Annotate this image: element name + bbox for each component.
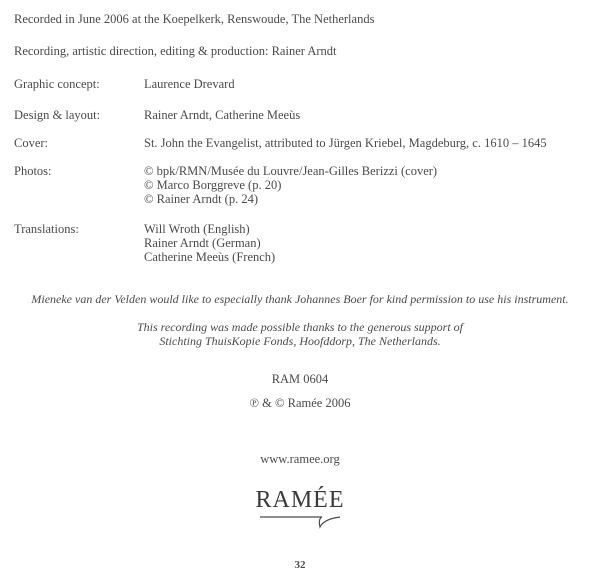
copyright-symbols: ℗ & © [249,396,285,410]
credit-value: © bpk/RMN/Musée du Louvre/Jean-Gilles Berizzi (cover) [144,164,438,178]
page-number: 32 [294,559,306,571]
logo-swoosh-icon [250,513,350,529]
recorded-line: Recorded in June 2006 at the Koepelkerk, Renswoude, The Netherlands [14,12,375,26]
website-link[interactable]: www.ramee.org [260,452,340,466]
catalog-number: RAM 0604 [271,372,329,386]
credit-value: © Marco Borggreve (p. 20) [144,178,282,192]
thanks-note: Mieneke van der Velden would like to especially thank Johannes Boer for kind permission to use his instrument. [31,292,569,306]
credit-label: Graphic concept: [14,77,100,91]
credit-value: Rainer Arndt (German) [144,236,261,250]
credit-value: Catherine Meeùs (French) [144,250,276,264]
credit-value: Will Wroth (English) [144,222,250,236]
credit-label: Photos: [14,164,52,178]
copyright-line [0,396,600,410]
copyright-text: Ramée 2006 [287,396,351,410]
credit-label: Translations: [14,222,79,236]
credit-value: Rainer Arndt, Catherine Meeùs [144,108,301,122]
ramee-logo [250,487,350,527]
credit-value: St. John the Evangelist, attributed to Jürgen Kriebel, Magdeburg, c. 1610 – 1645 [144,136,547,150]
recording-credit: Recording, artistic direction, editing & production: Rainer Arndt [14,44,337,58]
credit-label: Design & layout: [14,108,101,122]
credit-value: © Rainer Arndt (p. 24) [144,192,258,206]
support-note: Stichting ThuisKopie Fonds, Hoofddorp, The Netherlands. [159,334,441,348]
credit-label: Cover: [14,136,49,150]
support-note: This recording was made possible thanks to the generous support of [137,320,463,334]
logo-text: RAMÉE [255,487,345,513]
credit-value: Laurence Drevard [144,77,235,91]
